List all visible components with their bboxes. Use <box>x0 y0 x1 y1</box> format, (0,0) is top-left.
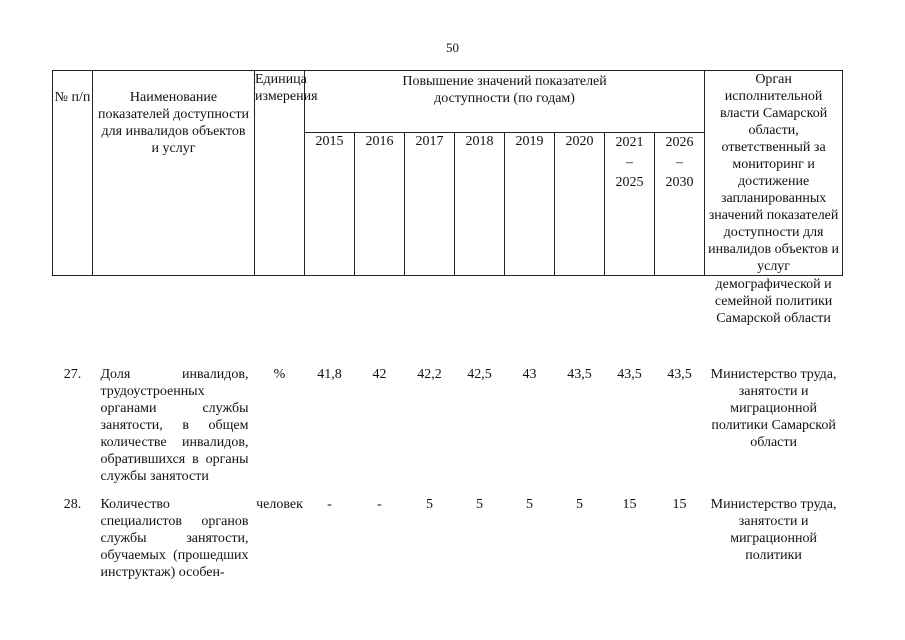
row-value-2017: 42,2 <box>417 367 442 382</box>
year-2021-2025 <box>605 132 655 275</box>
row-value-2016: - <box>377 497 382 512</box>
table-row <box>53 366 843 496</box>
row-value-2021-2025: 15 <box>622 497 637 512</box>
row-value-2018: 5 <box>476 497 483 512</box>
row-responsible-organ: Министерство труда, занятости и миграционной политики Самарской области <box>710 367 837 450</box>
year-range-2-from: 2026 <box>665 134 694 150</box>
row-number: 28. <box>63 497 82 512</box>
year-range-1-dash: – <box>626 154 633 170</box>
year-2017: 2017 <box>405 132 455 275</box>
row-value-2016: 42 <box>372 367 387 382</box>
row-value-2019: 5 <box>526 497 533 512</box>
row-value-2026-2030: 43,5 <box>667 367 692 382</box>
year-2016: 2016 <box>355 132 405 275</box>
row-responsible-organ: Министерство труда, занятости и миграционной политики <box>710 497 837 563</box>
year-2019: 2019 <box>505 132 555 275</box>
row-value-2018: 42,5 <box>467 367 492 382</box>
table-row <box>53 496 843 586</box>
year-2015: 2015 <box>305 132 355 275</box>
indicators-table <box>52 70 843 586</box>
row-value-2021-2025: 43,5 <box>617 367 642 382</box>
year-2026-2030 <box>655 132 705 275</box>
year-range-1-to: 2025 <box>615 174 644 190</box>
row-value-2015: - <box>327 497 332 512</box>
row-value-2026-2030: 15 <box>672 497 687 512</box>
year-range-1-from: 2021 <box>615 134 644 150</box>
header-organ: Орган исполнительной власти Самарской области, ответственный за мониторинг и достижение запланированных значений показателей доступности для инвалидов объектов и услуг <box>705 71 843 276</box>
continuation-organ: демографической и семейной политики Самарской области <box>714 277 833 326</box>
row-unit: человек <box>256 497 303 512</box>
table-row-continuation <box>53 276 843 367</box>
year-2018: 2018 <box>455 132 505 275</box>
row-number: 27. <box>63 367 82 382</box>
row-value-2015: 41,8 <box>317 367 342 382</box>
row-indicator-name: Доля инвалидов, трудоустроенных органами службы занятости, в общем количестве инвалидов, обратившихся в органы службы занятости <box>100 367 249 484</box>
year-range-2-dash: – <box>676 154 684 170</box>
header-values: Повышение значений показателей доступности (по годам) <box>305 71 705 133</box>
row-unit: % <box>273 367 286 382</box>
header-num: № п/п <box>53 71 93 276</box>
year-2020: 2020 <box>555 132 605 275</box>
year-range-2-to: 2030 <box>665 174 694 190</box>
header-name: Наименование показателей доступности для инвалидов объектов и услуг <box>93 71 255 276</box>
row-value-2020: 43,5 <box>567 367 592 382</box>
row-indicator-name: Количество специалистов органов службы занятости, обучаемых (прошедших инструктаж) особен- <box>100 497 249 580</box>
row-value-2019: 43 <box>522 367 537 382</box>
header-unit: Единица измерения <box>255 71 305 276</box>
row-value-2017: 5 <box>426 497 433 512</box>
page-number: 50 <box>446 40 459 55</box>
row-value-2020: 5 <box>576 497 583 512</box>
